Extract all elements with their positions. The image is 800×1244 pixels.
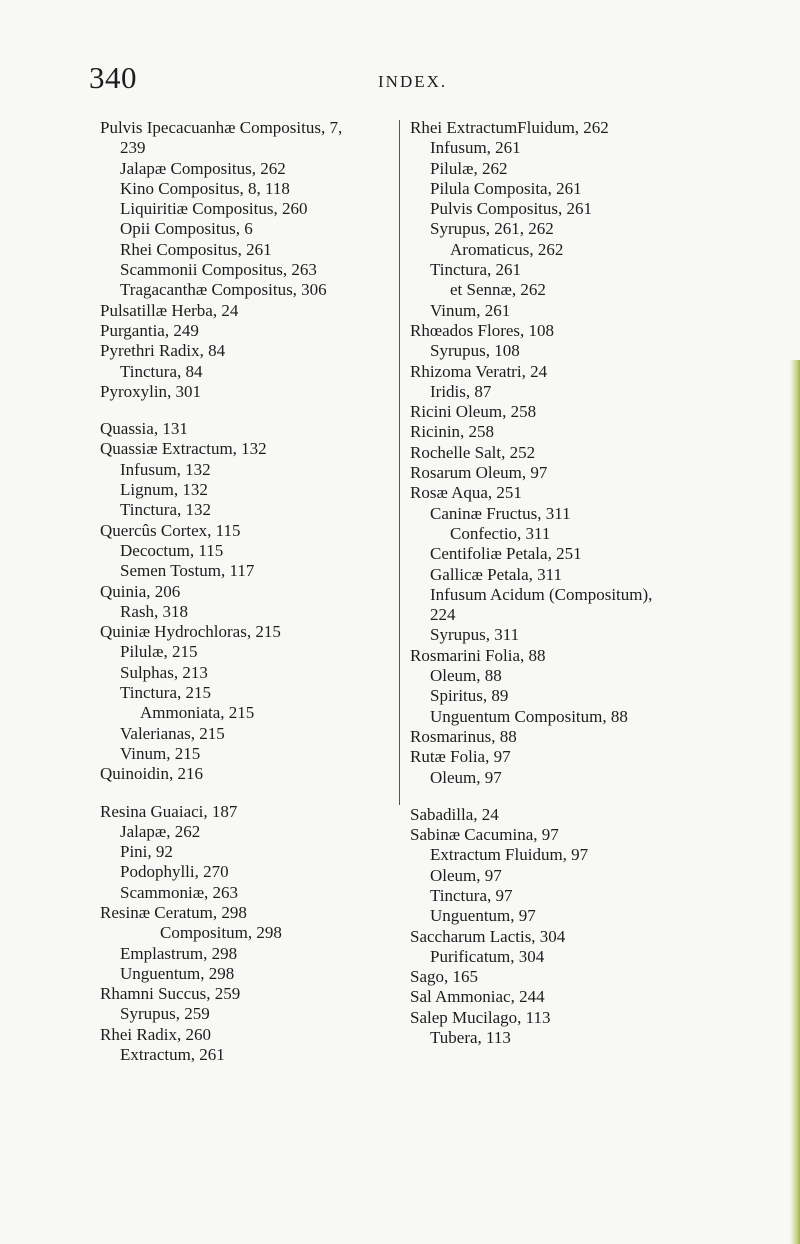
index-entry: Ricini Oleum, 258: [410, 402, 537, 422]
index-entry: Gallicæ Petala, 311: [430, 564, 563, 584]
index-entry: Unguentum, 298: [120, 963, 235, 983]
index-entry: Syrupus, 261, 262: [430, 219, 554, 239]
index-entry: Resinæ Ceratum, 298: [100, 902, 247, 922]
index-entry: Infusum Acidum (Compositum),: [430, 584, 653, 604]
index-entry: Jalapæ, 262: [120, 821, 201, 841]
index-entry: Opii Compositus, 6: [120, 219, 253, 239]
index-entry: Sal Ammoniac, 244: [410, 987, 545, 1007]
index-entry: Purgantia, 249: [100, 320, 199, 340]
index-entry: Pyrethri Radix, 84: [100, 341, 226, 361]
index-entry: Decoctum, 115: [120, 540, 224, 560]
index-entry: Rosæ Aqua, 251: [410, 483, 522, 503]
index-entry: Jalapæ Compositus, 262: [120, 158, 286, 178]
index-entry: Pulvis Ipecacuanhæ Compositus, 7,: [100, 118, 343, 137]
index-entry: Valerianas, 215: [120, 723, 225, 743]
index-entry: Quiniæ Hydrochloras, 215: [100, 622, 281, 642]
index-entry: 239: [120, 138, 146, 158]
index-entry: Oleum, 97: [430, 767, 502, 787]
index-entry: Rhei ExtractumFluidum, 262: [410, 118, 609, 137]
index-entry: Oleum, 88: [430, 666, 502, 686]
index-entry: Quassiæ Extractum, 132: [100, 439, 267, 459]
index-entry: et Sennæ, 262: [450, 280, 546, 300]
index-entry: Rhei Compositus, 261: [120, 239, 272, 259]
section-gap: [100, 785, 395, 802]
index-entry: Lignum, 132: [120, 480, 208, 500]
index-entry: Vinum, 215: [120, 743, 201, 763]
section-gap: [100, 402, 395, 419]
index-entry: Podophylli, 270: [120, 862, 229, 882]
index-entry: Syrupus, 108: [430, 341, 520, 361]
index-entry: Rosmarinus, 88: [410, 726, 517, 746]
column-divider: [399, 120, 400, 805]
index-entry: Scammonii Compositus, 263: [120, 260, 317, 280]
index-entry: Aromaticus, 262: [450, 239, 564, 259]
index-entry: Syrupus, 259: [120, 1004, 210, 1024]
index-entry: Liquiritiæ Compositus, 260: [120, 199, 308, 219]
index-entry: Unguentum, 97: [430, 906, 536, 926]
index-entry: Salep Mucilago, 113: [410, 1007, 551, 1027]
index-entry: Rhei Radix, 260: [100, 1024, 211, 1044]
index-entry: Rhamni Succus, 259: [100, 984, 241, 1004]
index-entry: Rosmarini Folia, 88: [410, 645, 546, 665]
index-entry: Infusum, 261: [430, 138, 521, 158]
index-entry: Rash, 318: [120, 601, 188, 621]
index-entry: Caninæ Fructus, 311: [430, 503, 571, 523]
index-entry: Quinoidin, 216: [100, 764, 203, 784]
index-entry: Semen Tostum, 117: [120, 561, 255, 581]
index-entry: 224: [430, 605, 456, 625]
running-head-title: INDEX.: [378, 72, 448, 91]
index-entry: Sago, 165: [410, 967, 478, 987]
index-entry: Tinctura, 97: [430, 885, 513, 905]
index-entry: Ricinin, 258: [410, 422, 495, 442]
index-column-right: [410, 118, 715, 1048]
index-entry: Tinctura, 84: [120, 361, 203, 381]
index-entry: Rosarum Oleum, 97: [410, 463, 548, 483]
index-entry: Saccharum Lactis, 304: [410, 926, 566, 946]
index-entry: Sabadilla, 24: [410, 804, 499, 824]
index-entry: Pyroxylin, 301: [100, 381, 202, 401]
index-entry: Pilula Composita, 261: [430, 178, 582, 198]
index-entry: Emplastrum, 298: [120, 943, 238, 963]
section-gap: [410, 788, 715, 805]
index-entry: Rhœados Flores, 108: [410, 320, 555, 340]
index-entry: Quinia, 206: [100, 581, 181, 601]
index-entry: Resina Guaiaci, 187: [100, 801, 238, 821]
index-entry: Quassia, 131: [100, 419, 188, 439]
index-entry: Syrupus, 311: [430, 625, 520, 645]
index-entry: Infusum, 132: [120, 459, 211, 479]
index-entry: Tinctura, 215: [120, 683, 211, 703]
index-entry: Rochelle Salt, 252: [410, 442, 536, 462]
page-header: [0, 60, 800, 100]
index-entry: Extractum Fluidum, 97: [430, 845, 589, 865]
index-entry: Tinctura, 261: [430, 260, 521, 280]
index-entry: Pilulæ, 215: [120, 642, 198, 662]
index-entry: Tinctura, 132: [120, 500, 211, 520]
index-entry: Scammoniæ, 263: [120, 882, 239, 902]
index-entry: Ammoniata, 215: [140, 703, 255, 723]
index-entry: Compositum, 298: [160, 923, 282, 943]
index-entry: Spiritus, 89: [430, 686, 509, 706]
index-entry: Iridis, 87: [430, 381, 492, 401]
index-entry: Tubera, 113: [430, 1028, 511, 1048]
index-column-left: [100, 118, 395, 1065]
index-entry: Quercûs Cortex, 115: [100, 520, 241, 540]
index-entry: Sulphas, 213: [120, 662, 208, 682]
index-entry: Rutæ Folia, 97: [410, 747, 511, 767]
index-entry: Centifoliæ Petala, 251: [430, 544, 582, 564]
index-entry: Rhizoma Veratri, 24: [410, 361, 548, 381]
page-edge-stain: [790, 360, 800, 1244]
index-entry: Sabinæ Cacumina, 97: [410, 825, 559, 845]
page-number: 340: [89, 60, 137, 95]
index-entry: Unguentum Compositum, 88: [430, 706, 628, 726]
index-entry: Confectio, 311: [450, 523, 551, 543]
index-entry: Tragacanthæ Compositus, 306: [120, 280, 327, 300]
index-entry: Pulvis Compositus, 261: [430, 199, 593, 219]
index-entry: Pini, 92: [120, 842, 173, 862]
index-entry: Oleum, 97: [430, 865, 502, 885]
index-entry: Pilulæ, 262: [430, 158, 508, 178]
index-entry: Kino Compositus, 8, 118: [120, 178, 290, 198]
index-entry: Vinum, 261: [430, 300, 511, 320]
index-entry: Pulsatillæ Herba, 24: [100, 300, 239, 320]
index-entry: Extractum, 261: [120, 1045, 225, 1065]
index-entry: Purificatum, 304: [430, 946, 545, 966]
